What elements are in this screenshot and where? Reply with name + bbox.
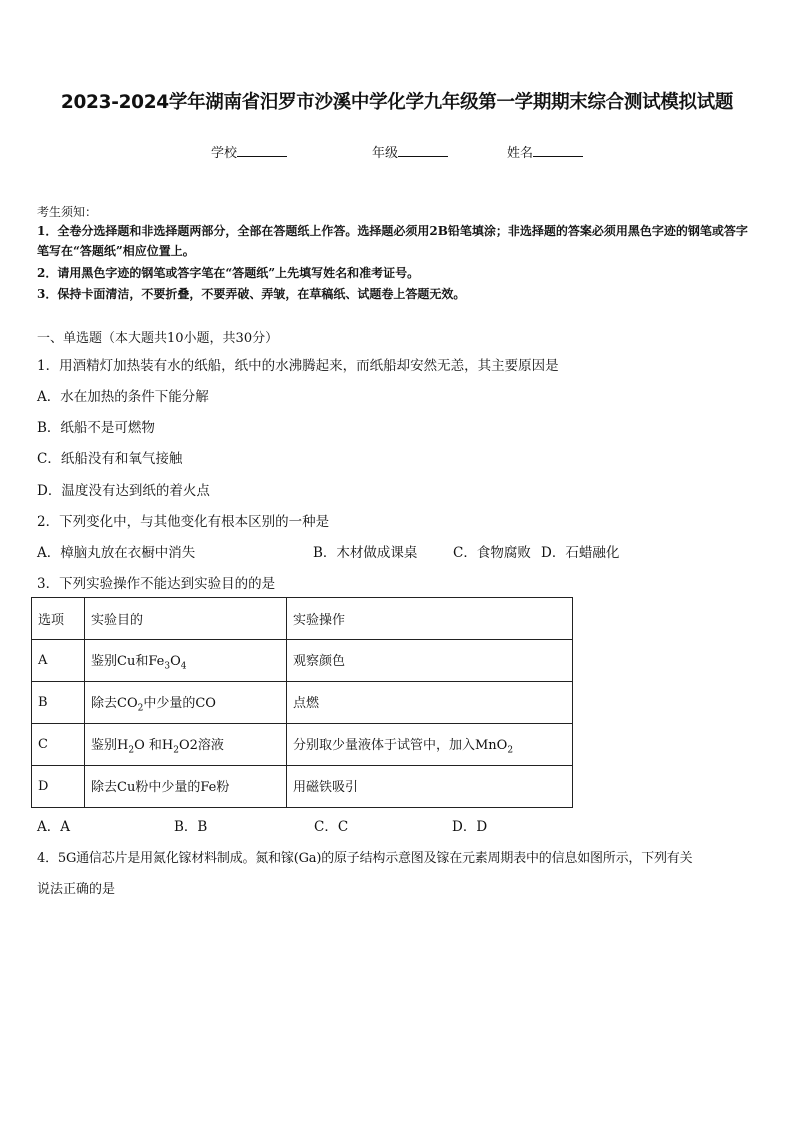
question-2-option-c: C．食物腐败 — [453, 545, 531, 561]
grade-field[interactable] — [372, 142, 448, 161]
notice-heading: 考生须知： — [37, 205, 98, 219]
school-field[interactable] — [211, 142, 287, 161]
row-operation: 用磁铁吸引 — [287, 766, 573, 808]
row-operation: 点燃 — [287, 682, 573, 724]
table-row — [32, 682, 573, 724]
header-operation: 实验操作 — [287, 598, 573, 640]
table-row — [32, 640, 573, 682]
name-label: 姓名 — [507, 146, 534, 161]
question-1-stem: 1．用酒精灯加热装有水的纸船，纸中的水沸腾起来，而纸船却安然无恙，其主要原因是 — [37, 358, 559, 374]
table-header-row — [32, 598, 573, 640]
grade-label: 年级 — [372, 146, 399, 161]
question-3-option-d: D．D — [452, 819, 488, 835]
name-blank[interactable] — [533, 144, 583, 157]
table-row — [32, 724, 573, 766]
question-2-option-a: A．樟脑丸放在衣橱中消失 — [37, 545, 196, 561]
question-3-option-b: B．B — [174, 819, 208, 835]
row-option: D — [32, 766, 85, 808]
table-row — [32, 766, 573, 808]
question-3-option-c: C．C — [314, 819, 349, 835]
question-1-option-a: A．水在加热的条件下能分解 — [37, 389, 209, 405]
notice-item-2: 2．请用黑色字迹的钢笔或答字笔在“答题纸”上先填写姓名和准考证号。 — [37, 266, 420, 280]
school-label: 学校 — [211, 146, 238, 161]
question-4-stem-line1: 4．5G通信芯片是用氮化镓材料制成。氮和镓(Ga)的原子结构示意图及镓在元素周期表中的信息如图所示，下列有关 — [37, 851, 693, 866]
question-3-option-a: A．A — [37, 819, 70, 835]
question-2-option-d: D．石蜡融化 — [541, 545, 620, 561]
page-title: 2023-2024学年湖南省汨罗市沙溪中学化学九年级第一学期期末综合测试模拟试题 — [60, 92, 734, 113]
question-1-option-b: B．纸船不是可燃物 — [37, 420, 155, 436]
section-heading: 一、单选题（本大题共10小题，共30分） — [37, 331, 279, 346]
question-1-option-d: D．温度没有达到纸的着火点 — [37, 483, 210, 499]
header-option: 选项 — [32, 598, 85, 640]
name-field[interactable] — [507, 142, 583, 161]
question-3-stem: 3．下列实验操作不能达到实验目的的是 — [37, 576, 276, 592]
question-2-stem: 2．下列变化中，与其他变化有根本区别的一种是 — [37, 514, 330, 530]
question-4-stem-line2: 说法正确的是 — [37, 882, 116, 897]
notice-item-1: 1．全卷分选择题和非选择题两部分，全部在答题纸上作答。选择题必须用2B铅笔填涂；非选择题的答案必须用黑色字迹的钢笔或答字笔写在“答题纸”相应位置上。 — [37, 224, 748, 258]
question-3-table — [31, 597, 573, 808]
row-option: A — [32, 640, 85, 682]
row-operation: 观察颜色 — [287, 640, 573, 682]
school-blank[interactable] — [237, 144, 287, 157]
row-option: B — [32, 682, 85, 724]
notice-item-3: 3．保持卡面清洁，不要折叠，不要弄破、弄皱，在草稿纸、试题卷上答题无效。 — [37, 287, 466, 301]
grade-blank[interactable] — [398, 144, 448, 157]
row-option: C — [32, 724, 85, 766]
row-purpose: 除去Cu粉中少量的Fe粉 — [85, 766, 287, 808]
header-purpose: 实验目的 — [85, 598, 287, 640]
row-operation: 分别取少量液体于试管中，加入MnO$_2$ — [287, 724, 573, 766]
row-purpose: 除去$CO_2$中少量的CO — [85, 682, 287, 724]
row-purpose: 鉴别Cu和$Fe_3O_4$ — [85, 640, 287, 682]
row-purpose: 鉴别$H_2O$ 和$H_2O2$溶液 — [85, 724, 287, 766]
question-2-option-b: B．木材做成课桌 — [313, 545, 418, 561]
question-1-option-c: C．纸船没有和氧气接触 — [37, 451, 183, 467]
